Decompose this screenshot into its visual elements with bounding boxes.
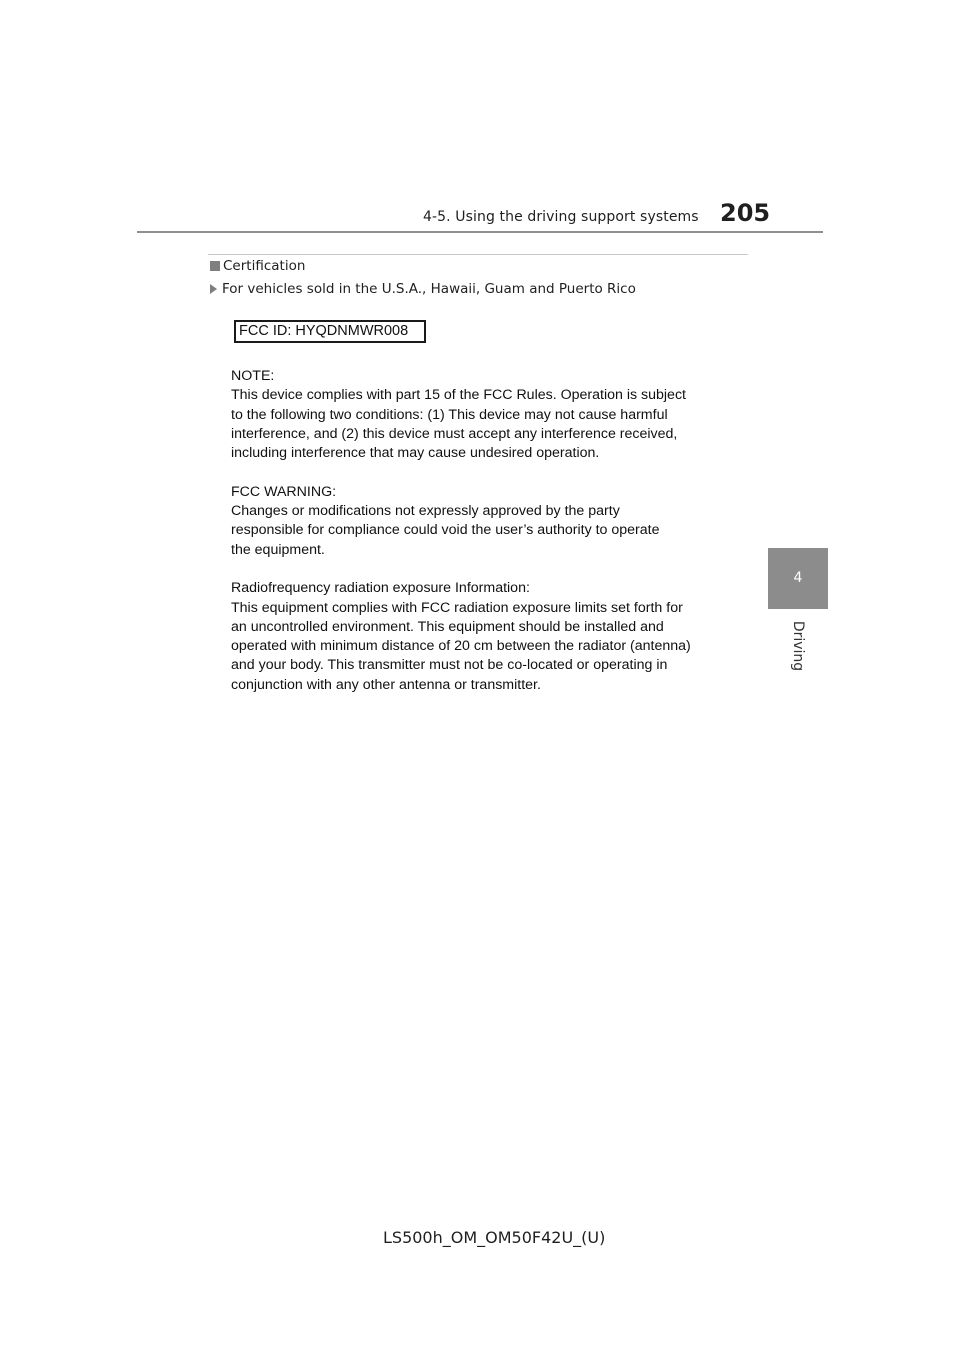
triangle-bullet-icon	[210, 284, 217, 294]
radiation-line: conjunction with any other antenna or transmitter.	[231, 676, 541, 693]
fcc-id-box: FCC ID: HYQDNMWR008	[234, 320, 426, 343]
section-rule	[208, 254, 748, 255]
notice-line: including interference that may cause undesired operation.	[231, 445, 600, 462]
section-heading	[210, 258, 305, 274]
fcc-notice	[231, 367, 751, 714]
warning-line: FCC WARNING:	[231, 483, 337, 500]
warning-line: responsible for compliance could void the user’s authority to operate	[231, 522, 660, 539]
header-title: 4-5. Using the driving support systems	[423, 209, 699, 225]
bullet-text: For vehicles sold in the U.S.A., Hawaii, Guam and Puerto Rico	[222, 281, 636, 297]
chapter-label: Driving	[790, 620, 806, 672]
chapter-tab	[768, 548, 828, 609]
square-bullet-icon	[210, 261, 220, 271]
document-code: LS500h_OM_OM50F42U_(U)	[383, 1228, 606, 1247]
radiation-line: This equipment complies with FCC radiation exposure limits set forth for	[231, 599, 683, 616]
radiation-line: operated with minimum distance of 20 cm between the radiator (antenna)	[231, 638, 691, 655]
notice-line: This device complies with part 15 of the FCC Rules. Operation is subject	[231, 387, 686, 404]
page-number: 205	[720, 199, 771, 227]
notice-line: interference, and (2) this device must accept any interference received,	[231, 425, 678, 442]
section-heading-text: Certification	[223, 258, 306, 274]
radiation-line: an uncontrolled environment. This equipment should be installed and	[231, 618, 664, 635]
notice-line: to the following two conditions: (1) This device may not cause harmful	[231, 406, 668, 423]
notice-paragraph	[231, 367, 751, 463]
radiation-line: Radiofrequency radiation exposure Information:	[231, 580, 530, 597]
radiation-paragraph	[231, 579, 751, 695]
chapter-number: 4	[793, 570, 803, 586]
warning-line: Changes or modifications not expressly approved by the party	[231, 503, 620, 520]
bullet-item	[210, 281, 636, 297]
warning-line: the equipment.	[231, 541, 325, 558]
radiation-line: and your body. This transmitter must not be co-located or operating in	[231, 657, 668, 674]
notice-line: NOTE:	[231, 368, 275, 384]
warning-paragraph	[231, 483, 751, 560]
header-rule	[137, 231, 823, 233]
